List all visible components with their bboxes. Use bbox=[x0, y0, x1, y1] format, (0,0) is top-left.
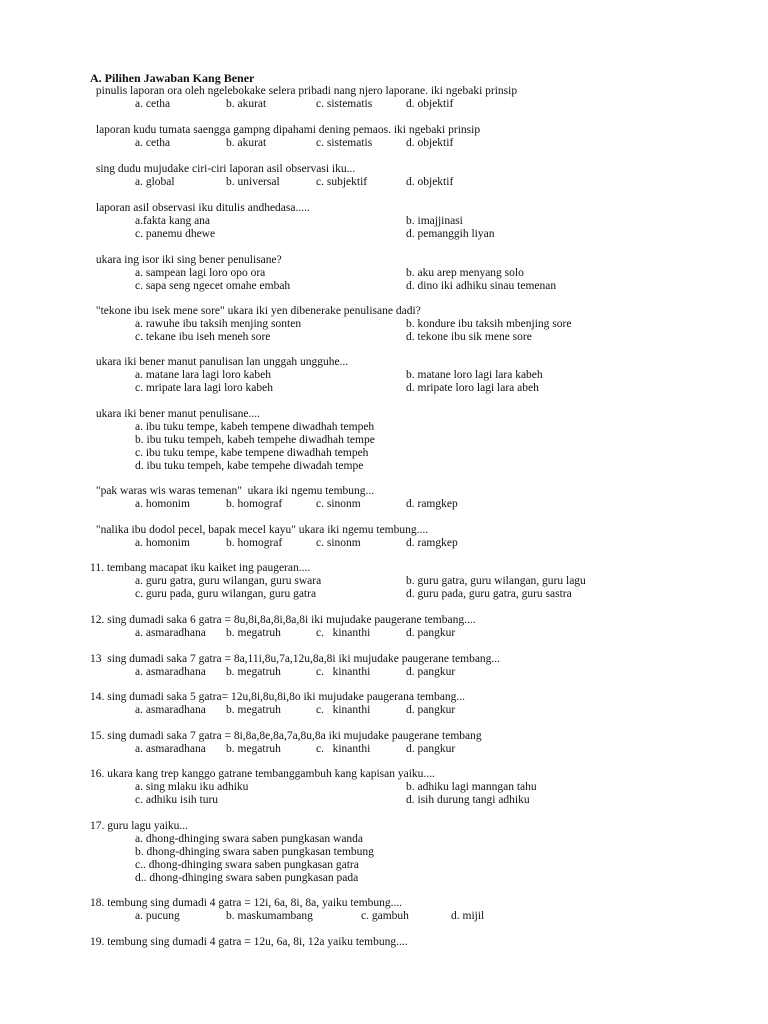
answer-option: b. megatruh bbox=[226, 743, 281, 755]
question-text: laporan kudu tumata saengga gampng dipahami dening pemaos. iki ngebaki prinsip bbox=[93, 124, 481, 136]
answer-option: c. kinanthi bbox=[316, 743, 371, 755]
question-text: 13 sing dumadi saka 7 gatra = 8a,11i,8u,7a,12u,8a,8i iki mujudake paugerane tembang... bbox=[90, 653, 501, 665]
answer-option: c. ibu tuku tempe, kabe tempene diwadhah tempeh bbox=[135, 447, 369, 459]
answer-option: c.. dhong-dhinging swara saben pungkasan gatra bbox=[135, 859, 359, 871]
answer-option: c. sistematis bbox=[316, 98, 373, 110]
answer-option: b. megatruh bbox=[226, 704, 281, 716]
answer-option: d. isih durung tangi adhiku bbox=[406, 794, 530, 806]
answer-option: a. asmaradhana bbox=[135, 704, 206, 716]
answer-option: d. pangkur bbox=[406, 627, 456, 639]
answer-option: d. mijil bbox=[451, 910, 485, 922]
question-text: 14. sing dumadi saka 5 gatra= 12u,8i,8u,8i,8o iki mujudake paugerana tembang... bbox=[90, 691, 466, 703]
answer-option: a. sing mlaku iku adhiku bbox=[135, 781, 249, 793]
question-text: "pak waras wis waras temenan" ukara iki ngemu tembung... bbox=[93, 485, 375, 497]
answer-option: c. kinanthi bbox=[316, 666, 371, 678]
answer-option: a. pucung bbox=[135, 910, 180, 922]
answer-option: c. tekane ibu iseh meneh sore bbox=[135, 331, 271, 343]
answer-option: a. guru gatra, guru wilangan, guru swara bbox=[135, 575, 322, 587]
question-text: ukara ing isor iki sing bener penulisane? bbox=[93, 254, 282, 266]
answer-option: c. sistematis bbox=[316, 137, 373, 149]
answer-option: c. guru pada, guru wilangan, guru gatra bbox=[135, 588, 317, 600]
question-text: 12. sing dumadi saka 6 gatra = 8u,8i,8a,8i,8a,8i iki mujudake paugerane tembang.... bbox=[90, 614, 476, 626]
answer-option: c. subjektif bbox=[316, 176, 368, 188]
answer-option: a. homonim bbox=[135, 537, 190, 549]
answer-option: a. ibu tuku tempe, kabeh tempene diwadhah tempeh bbox=[135, 421, 375, 433]
answer-option: b. megatruh bbox=[226, 666, 281, 678]
answer-option: a. matane lara lagi loro kabeh bbox=[135, 369, 272, 381]
answer-option: d. pangkur bbox=[406, 743, 456, 755]
answer-option: c. sinonm bbox=[316, 537, 361, 549]
answer-option: d. ramgkep bbox=[406, 537, 458, 549]
question-text: laporan asil observasi iku ditulis andhedasa..... bbox=[93, 202, 310, 214]
question-text: pinulis laporan ora oleh ngelebokake selera pribadi nang njero laporane. iki ngebaki prinsip bbox=[93, 85, 518, 97]
question-text: 11. tembang macapat iku kaiket ing paugeran.... bbox=[90, 562, 311, 574]
answer-option: c. adhiku isih turu bbox=[135, 794, 219, 806]
answer-option: d. ibu tuku tempeh, kabe tempehe diwadah tempe bbox=[135, 460, 364, 472]
question-text: "nalika ibu dodol pecel, bapak mecel kayu" ukara iki ngemu tembung.... bbox=[93, 524, 429, 536]
section-heading: A. Pilihen Jawaban Kang Bener bbox=[90, 71, 255, 85]
question-text: 16. ukara kang trep kanggo gatrane tembanggambuh kang kapisan yaiku.... bbox=[90, 768, 435, 780]
question-text: 18. tembung sing dumadi 4 gatra = 12i, 6a, 8i, 8a, yaiku tembung.... bbox=[90, 897, 403, 909]
answer-option: b. matane loro lagi lara kabeh bbox=[406, 369, 543, 381]
answer-option: b. guru gatra, guru wilangan, guru lagu bbox=[406, 575, 586, 587]
answer-option: a. asmaradhana bbox=[135, 666, 206, 678]
answer-option: b. kondure ibu taksih mbenjing sore bbox=[406, 318, 572, 330]
answer-option: a. rawuhe ibu taksih menjing sonten bbox=[135, 318, 302, 330]
answer-option: d. objektif bbox=[406, 137, 454, 149]
answer-option: b. homograf bbox=[226, 498, 283, 510]
question-text: ukara iki bener manut panulisan lan unggah ungguhe... bbox=[93, 356, 349, 368]
answer-option: d. dino iki adhiku sinau temenan bbox=[406, 280, 557, 292]
answer-option: a. dhong-dhinging swara saben pungkasan wanda bbox=[135, 833, 364, 845]
answer-option: a.fakta kang ana bbox=[135, 215, 211, 227]
answer-option: a. asmaradhana bbox=[135, 627, 206, 639]
question-text: 17. guru lagu yaiku... bbox=[90, 820, 189, 832]
answer-option: c. sapa seng ngecet omahe embah bbox=[135, 280, 291, 292]
answer-option: c. mripate lara lagi loro kabeh bbox=[135, 382, 273, 394]
answer-option: b. imajjinasi bbox=[406, 215, 463, 227]
answer-option: b. maskumambang bbox=[226, 910, 313, 922]
answer-option: a. global bbox=[135, 176, 175, 188]
question-text: 15. sing dumadi saka 7 gatra = 8i,8a,8e,8a,7a,8u,8a iki mujudake paugerane tembang bbox=[90, 730, 482, 742]
answer-option: b. homograf bbox=[226, 537, 283, 549]
answer-option: b. universal bbox=[226, 176, 280, 188]
answer-option: d. objektif bbox=[406, 176, 454, 188]
answer-option: c. sinonm bbox=[316, 498, 361, 510]
answer-option: a. homonim bbox=[135, 498, 190, 510]
answer-option: c. gambuh bbox=[361, 910, 409, 922]
answer-option: a. cetha bbox=[135, 137, 171, 149]
answer-option: b. adhiku lagi manngan tahu bbox=[406, 781, 537, 793]
answer-option: b. aku arep menyang solo bbox=[406, 267, 524, 279]
answer-option: d. ramgkep bbox=[406, 498, 458, 510]
question-text: ukara iki bener manut penulisane.... bbox=[93, 408, 261, 420]
question-text: 19. tembung sing dumadi 4 gatra = 12u, 6a, 8i, 12a yaiku tembung.... bbox=[90, 936, 408, 948]
answer-option: a. cetha bbox=[135, 98, 171, 110]
answer-option: c. panemu dhewe bbox=[135, 228, 216, 240]
answer-option: d. pangkur bbox=[406, 666, 456, 678]
answer-option: c. kinanthi bbox=[316, 704, 371, 716]
answer-option: b. ibu tuku tempeh, kabeh tempehe diwadhah tempe bbox=[135, 434, 375, 446]
answer-option: d. objektif bbox=[406, 98, 454, 110]
answer-option: d.. dhong-dhinging swara saben pungkasan pada bbox=[135, 872, 359, 884]
answer-option: d. guru pada, guru gatra, guru sastra bbox=[406, 588, 572, 600]
answer-option: d. pangkur bbox=[406, 704, 456, 716]
answer-option: a. asmaradhana bbox=[135, 743, 206, 755]
answer-option: c. kinanthi bbox=[316, 627, 371, 639]
answer-option: b. akurat bbox=[226, 98, 267, 110]
answer-option: b. megatruh bbox=[226, 627, 281, 639]
answer-option: d. pemanggih liyan bbox=[406, 228, 495, 240]
answer-option: a. sampean lagi loro opo ora bbox=[135, 267, 266, 279]
answer-option: d. tekone ibu sik mene sore bbox=[406, 331, 532, 343]
answer-option: b. dhong-dhinging swara saben pungkasan tembung bbox=[135, 846, 374, 858]
question-text: "tekone ibu isek mene sore" ukara iki yen dibenerake penulisane dadi? bbox=[93, 305, 421, 317]
question-text: sing dudu mujudake ciri-ciri laporan asil observasi iku... bbox=[93, 163, 356, 175]
answer-option: d. mripate loro lagi lara abeh bbox=[406, 382, 539, 394]
answer-option: b. akurat bbox=[226, 137, 267, 149]
